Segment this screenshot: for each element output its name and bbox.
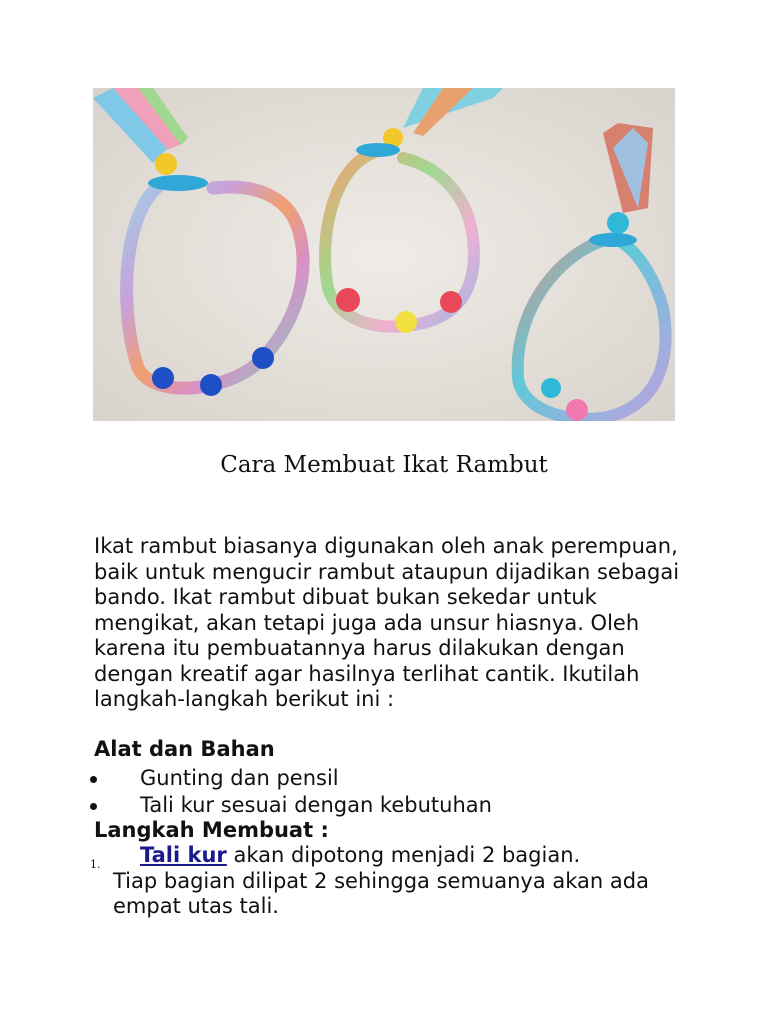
tali-kur-link[interactable]: Tali kur (140, 843, 227, 867)
step-text-rest: Tiap bagian dilipat 2 sehingga semuanya akan ada empat utas tali. (113, 868, 649, 918)
tool-label: Tali kur sesuai dengan kebutuhan (140, 793, 492, 817)
tool-label: Gunting dan pensil (140, 766, 339, 790)
bracelets-illustration (93, 88, 675, 421)
step-text-line1: akan dipotong menjadi 2 bagian. (226, 843, 581, 867)
bullet-icon (90, 776, 97, 783)
document-title: Cara Membuat Ikat Rambut (220, 452, 548, 478)
tools-list (0, 765, 768, 819)
intro-paragraph: Ikat rambut biasanya digunakan oleh anak perempuan, baik untuk mengucir rambut ataupun dijadikan sebagai bando. Ikat rambut dibuat bukan sekedar untuk mengikat, akan tetapi juga ada unsur hiasnya. Oleh karena itu pembuatannya harus dilakukan dengan dengan kreatif agar hasilnya terlihat cantik. Ikutilah langkah-langkah berikut ini : (94, 534, 680, 711)
step-first-line (140, 843, 580, 869)
bracelets-photo (93, 88, 675, 421)
steps-heading: Langkah Membuat : (94, 818, 329, 842)
bullet-icon (90, 803, 97, 810)
tools-heading: Alat dan Bahan (94, 737, 275, 761)
list-item (0, 792, 768, 819)
step-number: 1. (90, 858, 101, 871)
list-item (0, 765, 768, 792)
